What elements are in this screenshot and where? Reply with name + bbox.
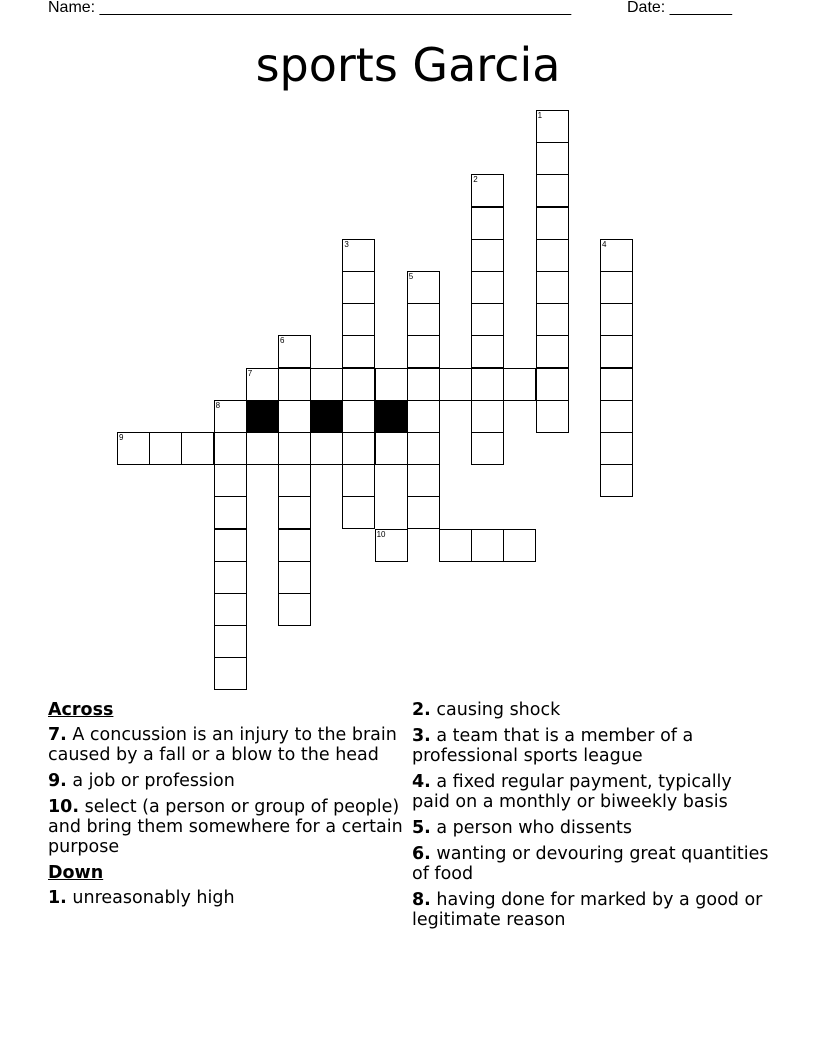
grid-cell[interactable] <box>278 432 311 465</box>
grid-cell[interactable] <box>117 432 150 465</box>
grid-cell[interactable] <box>407 303 440 336</box>
date-line: _______ <box>669 0 732 16</box>
clue-text: A concussion is an injury to the brain caused by a fall or a blow to the head <box>48 725 397 765</box>
clue-text: a person who dissents <box>430 818 632 838</box>
clue-number: 9. <box>48 771 67 791</box>
across-clue-list <box>48 725 408 857</box>
grid-cell[interactable] <box>471 271 504 304</box>
cell-number: 10 <box>376 529 386 539</box>
clue-down-5 <box>412 818 772 838</box>
grid-cell[interactable] <box>149 432 182 465</box>
clue-number: 8. <box>412 890 431 910</box>
clue-number: 10. <box>48 797 80 817</box>
grid-cell[interactable] <box>278 496 311 529</box>
grid-cell[interactable] <box>407 400 440 433</box>
grid-cell[interactable] <box>407 368 440 401</box>
clue-down-6 <box>412 844 772 884</box>
cell-number: 9 <box>119 433 124 442</box>
grid-cell[interactable] <box>310 432 343 465</box>
grid-cell[interactable] <box>214 529 247 562</box>
clue-number: 1. <box>48 888 67 908</box>
grid-cell[interactable] <box>407 335 440 368</box>
grid-cell[interactable] <box>278 400 311 433</box>
puzzle-title: sports Garcia <box>255 38 561 92</box>
grid-cell[interactable] <box>471 239 504 272</box>
clue-text: select (a person or group of people) and bring them somewhere for a certain purpose <box>48 797 403 857</box>
grid-cell[interactable] <box>536 368 569 401</box>
grid-cell[interactable] <box>278 368 311 401</box>
grid-cell[interactable] <box>214 561 247 594</box>
clue-across-9 <box>48 771 408 791</box>
clue-down-3 <box>412 726 772 766</box>
clue-number: 7. <box>48 725 67 745</box>
clue-down-4 <box>412 772 772 812</box>
grid-cell[interactable] <box>278 561 311 594</box>
down-heading: Down <box>48 863 104 883</box>
grid-cell[interactable] <box>600 239 633 272</box>
name-line: _____________________________________________________ <box>99 0 572 16</box>
grid-cell[interactable] <box>278 335 311 368</box>
clues-left-column <box>48 700 408 914</box>
grid-cell[interactable] <box>600 335 633 368</box>
cell-number: 2 <box>473 175 478 185</box>
grid-cell[interactable] <box>342 271 375 304</box>
clue-number: 2. <box>412 700 431 720</box>
grid-cell[interactable] <box>536 400 569 433</box>
grid-cell[interactable] <box>536 110 569 143</box>
grid-cell[interactable] <box>471 432 504 465</box>
grid-cell[interactable] <box>342 303 375 336</box>
clue-text: a job or profession <box>66 771 235 791</box>
black-square <box>375 400 408 433</box>
clues-right-column <box>412 700 772 936</box>
grid-cell[interactable] <box>342 335 375 368</box>
grid-cell[interactable] <box>536 271 569 304</box>
clue-text: a team that is a member of a professional sports league <box>412 726 694 766</box>
grid-cell[interactable] <box>214 432 247 465</box>
grid-cell[interactable] <box>600 400 633 433</box>
grid-cell[interactable] <box>214 657 247 690</box>
clue-down-8 <box>412 890 772 930</box>
grid-cell[interactable] <box>471 529 504 562</box>
grid-cell[interactable] <box>342 496 375 529</box>
clue-text: a fixed regular payment, typically paid on a monthly or biweekly basis <box>412 772 732 812</box>
grid-cell[interactable] <box>439 368 472 401</box>
grid-cell[interactable] <box>246 432 279 465</box>
name-label: Name: <box>48 0 100 16</box>
grid-cell[interactable] <box>278 529 311 562</box>
grid-cell[interactable] <box>310 368 343 401</box>
grid-cell[interactable] <box>278 593 311 626</box>
grid-cell[interactable] <box>342 368 375 401</box>
cell-number: 4 <box>602 239 607 249</box>
grid-cell[interactable] <box>214 464 247 497</box>
black-square <box>310 400 343 433</box>
grid-cell[interactable] <box>407 432 440 465</box>
grid-cell[interactable] <box>503 368 536 401</box>
grid-cell[interactable] <box>342 400 375 433</box>
grid-cell[interactable] <box>503 529 536 562</box>
grid-cell[interactable] <box>536 239 569 272</box>
grid-cell[interactable] <box>600 432 633 465</box>
clue-down-2 <box>412 700 772 720</box>
grid-cell[interactable] <box>214 400 247 433</box>
grid-cell[interactable] <box>471 335 504 368</box>
grid-cell[interactable] <box>439 529 472 562</box>
cell-number: 6 <box>280 336 285 346</box>
across-heading: Across <box>48 700 114 720</box>
grid-cell[interactable] <box>246 368 279 401</box>
grid-cell[interactable] <box>214 496 247 529</box>
grid-cell[interactable] <box>407 271 440 304</box>
clue-number: 6. <box>412 844 431 864</box>
grid-cell[interactable] <box>375 368 408 401</box>
grid-cell[interactable] <box>278 464 311 497</box>
grid-cell[interactable] <box>181 432 214 465</box>
cell-number: 3 <box>344 239 349 249</box>
grid-cell[interactable] <box>536 142 569 175</box>
grid-cell[interactable] <box>407 464 440 497</box>
down-clue-list-left <box>48 888 408 908</box>
grid-cell[interactable] <box>342 432 375 465</box>
clue-across-10 <box>48 797 408 857</box>
cell-number: 5 <box>408 272 414 281</box>
grid-cell[interactable] <box>600 368 633 401</box>
grid-cell[interactable] <box>471 174 504 207</box>
clue-number: 5. <box>412 818 431 838</box>
clue-text: wanting or devouring great quantities of food <box>412 844 769 884</box>
grid-cell[interactable] <box>536 303 569 336</box>
cell-number: 8 <box>215 400 221 410</box>
grid-cell[interactable] <box>536 335 569 368</box>
black-square <box>246 400 279 433</box>
clue-text: unreasonably high <box>66 888 235 908</box>
grid-cell[interactable] <box>600 303 633 336</box>
grid-cell[interactable] <box>342 239 375 272</box>
grid-cell[interactable] <box>342 464 375 497</box>
clue-text: having done for marked by a good or legitimate reason <box>412 890 763 930</box>
grid-cell[interactable] <box>471 303 504 336</box>
clue-text: causing shock <box>430 700 561 720</box>
grid-cell[interactable] <box>600 464 633 497</box>
grid-cell[interactable] <box>471 207 504 240</box>
grid-cell[interactable] <box>536 207 569 240</box>
date-label: Date: <box>627 0 670 16</box>
grid-cell[interactable] <box>375 432 408 465</box>
grid-cell[interactable] <box>214 625 247 658</box>
grid-cell[interactable] <box>214 593 247 626</box>
clue-down-1 <box>48 888 408 908</box>
clue-across-7 <box>48 725 408 765</box>
clue-number: 3. <box>412 726 431 746</box>
clue-number: 4. <box>412 772 431 792</box>
grid-cell[interactable] <box>471 368 504 401</box>
cell-number: 7 <box>247 368 253 378</box>
grid-cell[interactable] <box>407 496 440 529</box>
cell-number: 1 <box>537 111 543 120</box>
grid-cell[interactable] <box>471 400 504 433</box>
grid-cell[interactable] <box>600 271 633 304</box>
grid-cell[interactable] <box>375 529 408 562</box>
grid-cell[interactable] <box>536 174 569 207</box>
